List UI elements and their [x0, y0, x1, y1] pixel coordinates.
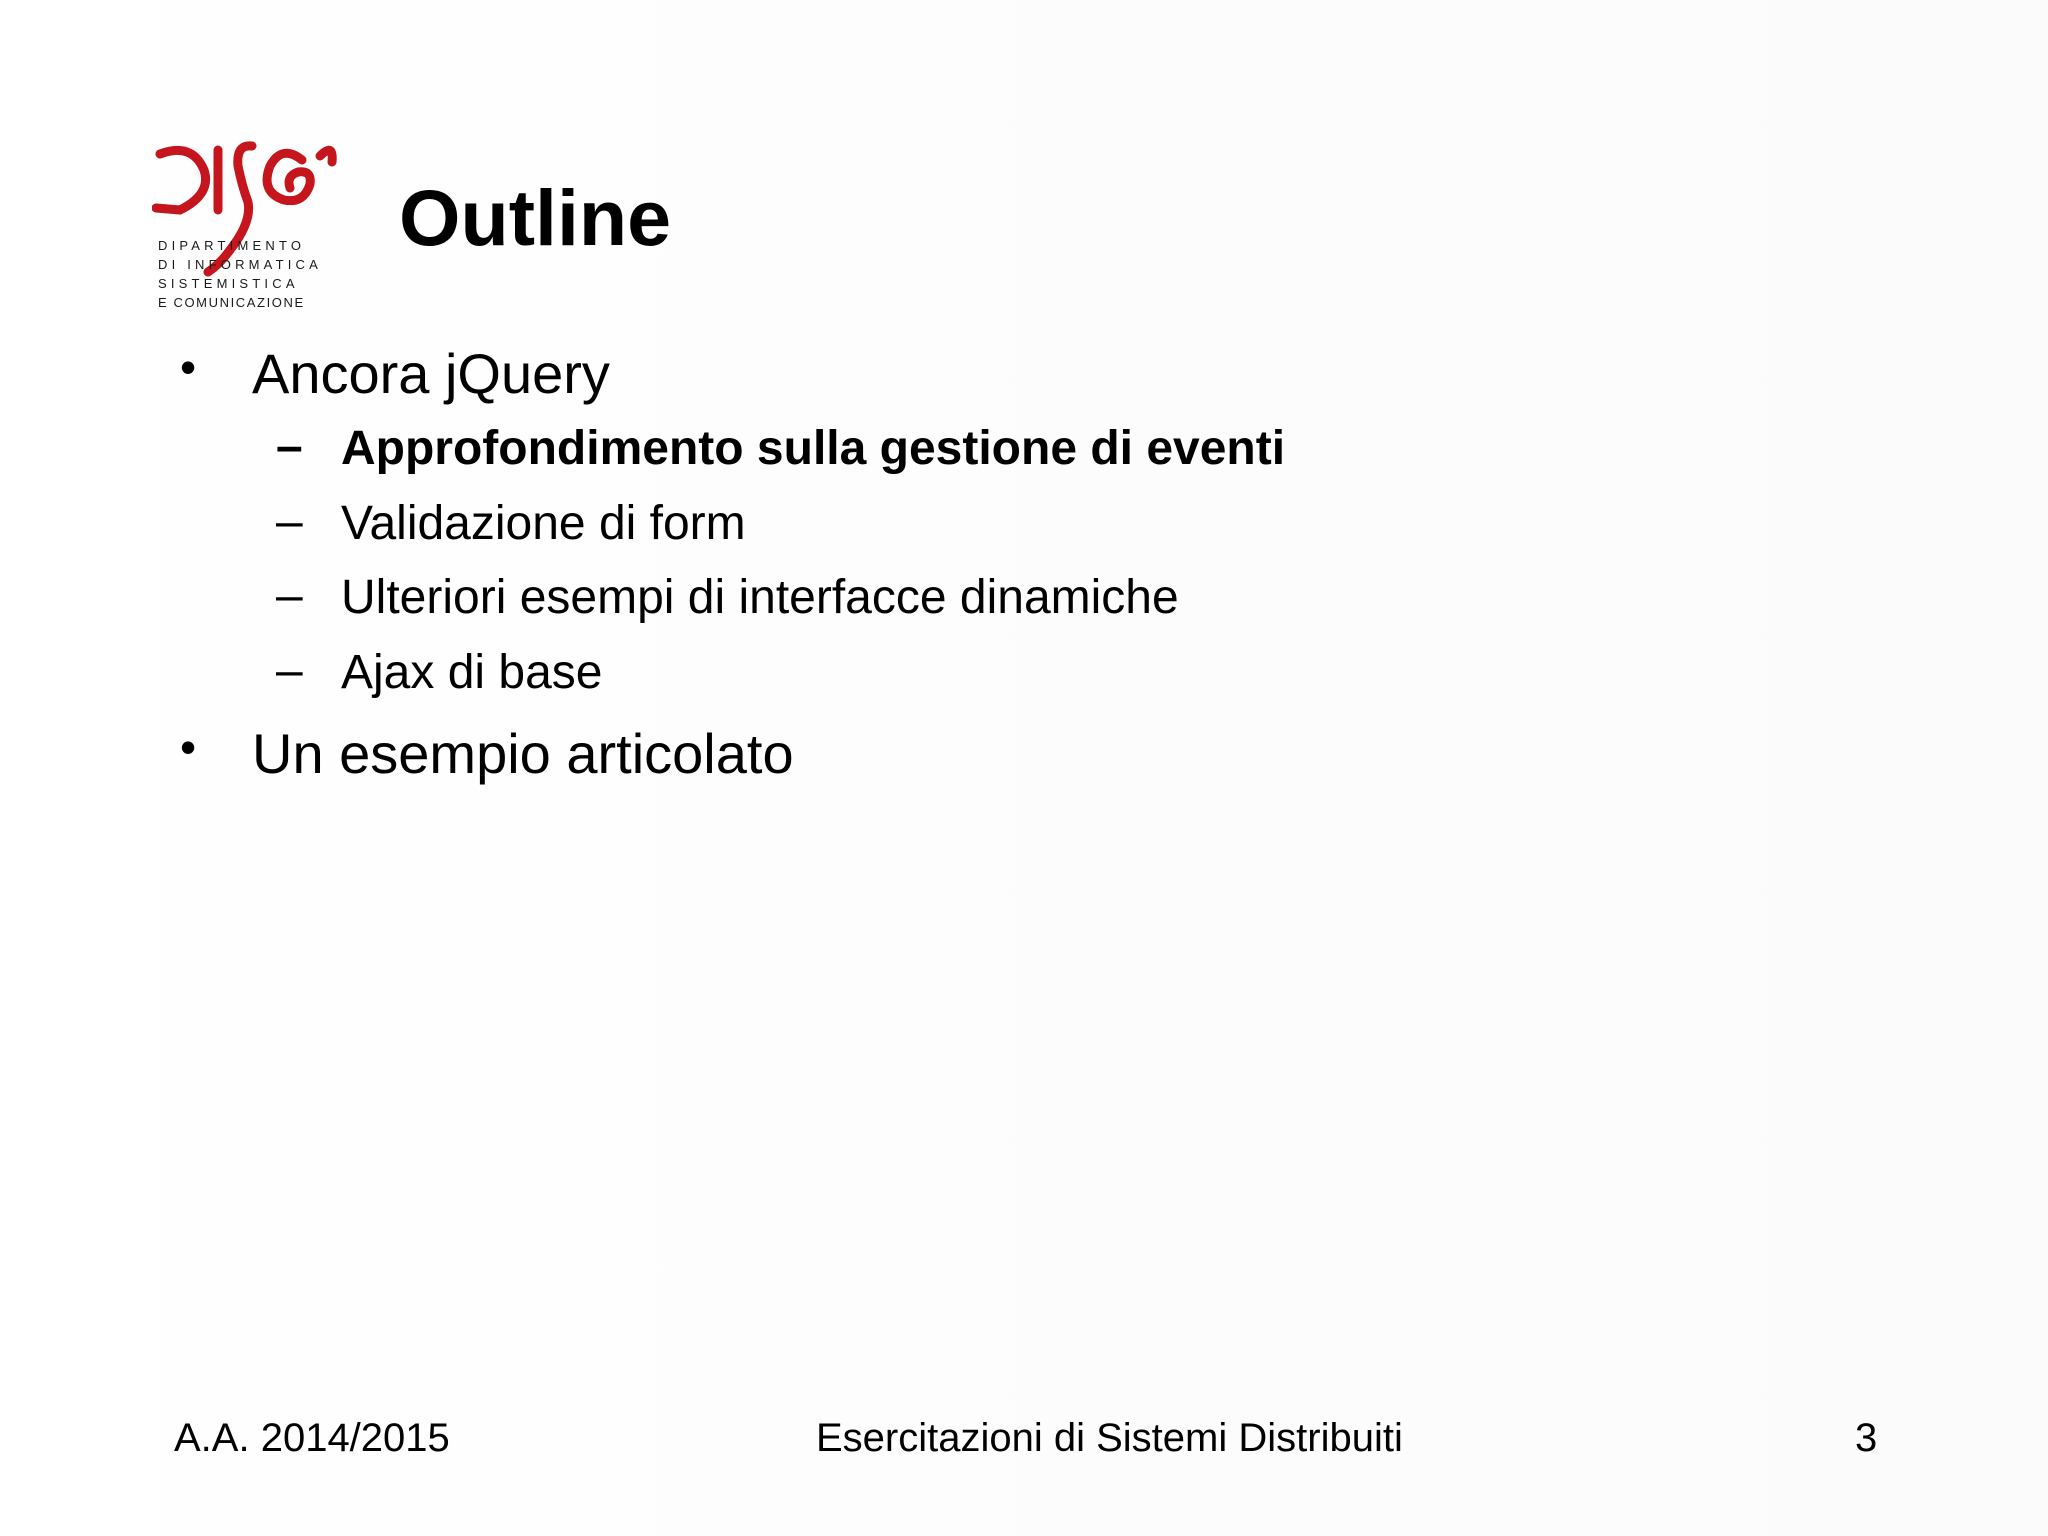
footer-page-number: 3 — [1855, 1416, 1878, 1460]
footer-academic-year: A.A. 2014/2015 — [174, 1416, 450, 1460]
logo-line-3: SISTEMISTICA — [158, 276, 299, 291]
sub-bullet-marker: – — [276, 495, 303, 548]
sub-bullet-text: Validazione di form — [341, 497, 746, 550]
sub-bullet-marker: – — [276, 420, 303, 473]
logo-line-2: DI INFORMATICA — [158, 257, 322, 272]
footer-course-title: Esercitazioni di Sistemi Distribuiti — [816, 1416, 1403, 1460]
logo-line-4: E COMUNICAZIONE — [158, 295, 305, 310]
bullet-text: Un esempio articolato — [252, 722, 794, 785]
logo-line-1: DIPARTIMENTO — [158, 238, 306, 253]
bullet-marker: • — [180, 721, 197, 773]
sub-bullet-text: Ulteriori esempi di interfacce dinamiche — [341, 571, 1179, 624]
sub-bullet-text: Ajax di base — [341, 646, 603, 699]
sub-bullet-marker: – — [276, 569, 303, 622]
bullet-marker: • — [180, 341, 197, 393]
disco-logo — [152, 132, 344, 314]
slide-title: Outline — [399, 173, 672, 262]
bullet-text: Ancora jQuery — [252, 342, 610, 405]
sub-bullet-marker: – — [276, 644, 303, 697]
sub-bullet-text: Approfondimento sulla gestione di eventi — [341, 422, 1286, 475]
